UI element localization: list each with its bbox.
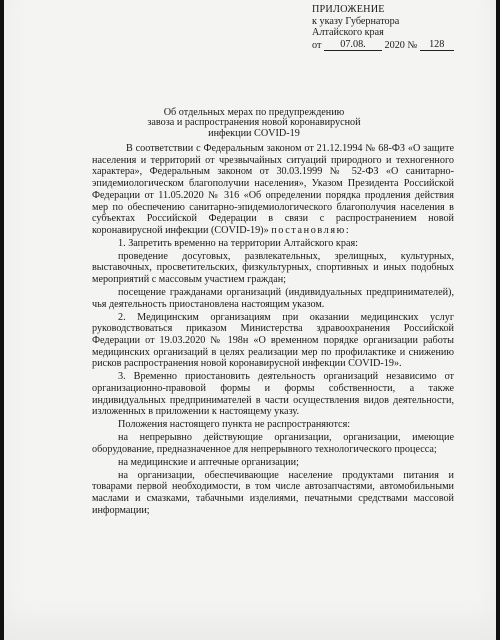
annex-line-decree: к указу Губернатора xyxy=(312,15,400,27)
paragraph-3b: на медицинские и аптечные организации; xyxy=(118,456,299,468)
document-title xyxy=(124,108,384,139)
annex-header xyxy=(312,4,482,51)
paragraph-2: 2. Медицинским организациям при оказании медицинских услуг руководствоваться приказом Министерства здравоохранения Российской Федерации от 19.03.2020 № 198н «О временном порядке организации работы медицинских организаций в целях реализации мер по профилактике и снижению рисков распространения новой коронавирусной инфекции COVID-19». xyxy=(92,311,454,370)
paragraph-1b: посещение гражданами организаций (индивидуальных предпринимателей), чья деятельность приостановлена настоящим указом. xyxy=(92,287,454,310)
annex-date-line xyxy=(312,39,482,52)
decree-word: постановляю: xyxy=(271,224,351,236)
title-line-2: завоза и распространения новой коронавирусной xyxy=(147,117,361,129)
title-line-3: инфекции COVID-19 xyxy=(208,127,300,139)
document-page xyxy=(4,0,496,640)
paragraph-intro xyxy=(92,143,454,237)
annex-from-label: от xyxy=(312,39,322,51)
paragraph-3a: на непрерывно действующие организации, организации, имеющие оборудование, предназначенное для непрерывного технологического процесса; xyxy=(92,432,454,455)
annex-number: 128 xyxy=(420,39,454,52)
intro-text: В соответствии с Федеральным законом от 21.12.1994 № 68-ФЗ «О защите населения и территорий от чрезвычайных ситуаций природного и техногенного характера», Федеральным законом от 30.03.1999 № 52-ФЗ «О санитарно-эпидемиологическом благополучии населения», Указом Президента Российской Федерации от 11.05.2020 № 316 «Об определении порядка продления действия мер по обеспечению санитарно-эпидемиологического благополучия населения в субъектах Российской Федерации в связи с распространением новой коронавирусной инфекции (COVID-19)» xyxy=(92,143,454,236)
paragraph-1: 1. Запретить временно на территории Алтайского края: xyxy=(118,237,359,249)
paragraph-3c: на организации, обеспечивающие население продуктами питания и товарами первой необходимости, в том числе автозапчастями, автомобильными маслами и смазками, табачными изделиями, печатными средствами массовой информации; xyxy=(92,469,454,516)
paragraph-3: 3. Временно приостановить деятельность организаций независимо от организационно-правовой формы и формы собственности, а также индивидуальных предпринимателей в части осуществления видов деятельности, изложенных в приложении к настоящему указу. xyxy=(92,371,454,418)
paragraph-1a: проведение досуговых, развлекательных, зрелищных, культурных, выставочных, просветительских, физкультурных, спортивных и иных подобных мероприятий с массовым участием граждан; xyxy=(92,250,454,286)
title-line-1: Об отдельных мерах по предупреждению xyxy=(163,107,345,118)
paragraph-3-intro: Положения настоящего пункта не распространяются: xyxy=(118,419,351,431)
annex-title: ПРИЛОЖЕНИЕ xyxy=(312,4,385,15)
annex-line-region: Алтайского края xyxy=(312,27,384,39)
annex-year: 2020 № xyxy=(384,39,418,51)
annex-date: 07.08. xyxy=(324,39,382,52)
document-body xyxy=(92,143,454,518)
